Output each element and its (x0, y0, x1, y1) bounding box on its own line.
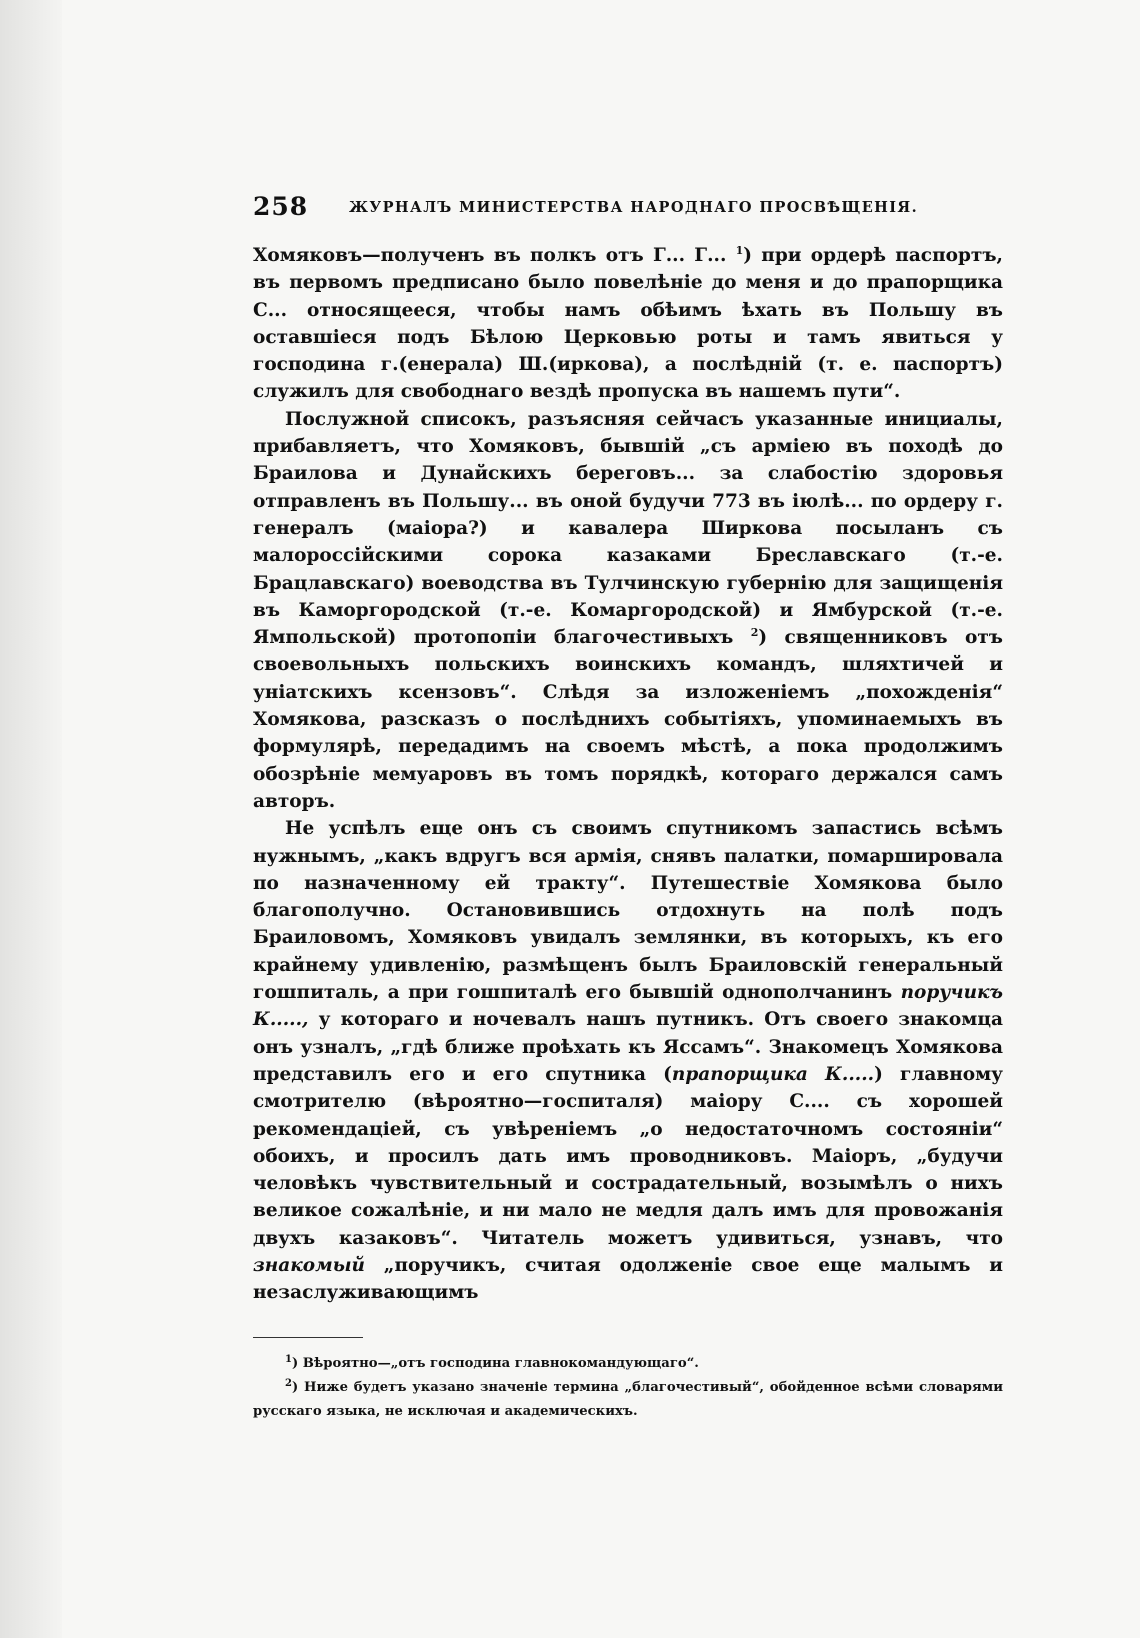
running-header (253, 192, 1003, 222)
italic-run: знакомый (253, 1254, 366, 1276)
footnote-text-2: ) Ниже будетъ указано значеніе термина „благочестивый“, обойденное всѣми словарями русскаго языка, не исключая и академическихъ. (253, 1379, 1003, 1419)
book-page (253, 192, 1003, 1424)
text-run: „поручикъ, считая одолженіе свое еще малымъ и незаслуживающимъ (253, 1254, 1003, 1304)
paragraph-3 (253, 815, 1003, 1306)
text-run: Послужной списокъ, разъясняя сейчасъ указанные инициалы, прибавляетъ, что Хомяковъ, бывшій „съ арміею въ походѣ до Браилова и Дунайскихъ береговъ... за слабостію здоровья отправленъ въ Польшу... въ оной будучи 773 въ іюлѣ... по ордеру г. генералъ (маіора?) и кавалера Ширкова посыланъ съ малороссійскими сорока казаками Бреславскаго (т.-е. Брацлавскаго) воеводства въ Тулчинскую губернію для защищенія въ Каморгородской (т.-е. Комаргородской) и Ямбурской (т.-е. Ямпольской) протопопіи благочестивыхъ (253, 408, 1003, 649)
footnote-ref-1: 1 (735, 244, 744, 257)
text-run: у котораго и ночевалъ нашъ путникъ. Отъ своего знакомца онъ узналъ, „гдѣ ближе проѣхать къ Яссамъ“. Знакомецъ Хомякова представилъ его и его спутника ( (253, 1009, 1003, 1085)
journal-title: ЖУРНАЛЪ МИНИСТЕРСТВА НАРОДНАГО ПРОСВѢЩЕНІЯ. (349, 199, 919, 216)
footnote-marker-2: 2 (285, 1377, 292, 1389)
footnote-2 (253, 1376, 1003, 1424)
footnote-text-1: ) Вѣроятно—„отъ господина главнокомандующаго“. (291, 1355, 699, 1371)
text-run: ) главному смотрителю (вѣроятно—госпиталя) маіору С.... съ хорошей рекомендаціей, съ увѣреніемъ „о недостаточномъ состояніи“ обоихъ, и просилъ дать имъ проводниковъ. Маіоръ, „будучи человѣкъ чувствительный и сострадательный, возымѣлъ о нихъ великое сожалѣніе, и ни мало не медля далъ имъ для провожанія двухъ казаковъ“. Читатель можетъ удивиться, узнавъ, что (253, 1063, 1003, 1249)
footnote-ref-2: 2 (750, 626, 759, 640)
scan-margin-shadow (0, 0, 62, 1638)
paragraph-2 (253, 406, 1003, 815)
text-run: ) при ордерѣ паспортъ, въ первомъ предписано было повелѣніе до меня и до прапорщика С... относящееся, чтобы намъ обѣимъ ѣхать въ Польшу въ оставшіеся подъ Бѣлою Церковью роты и тамъ явиться у господина г.(енерала) Ш.(иркова), а послѣдній (т. е. паспортъ) служилъ для свободнаго вездѣ пропуска въ нашемъ пути“. (253, 245, 1003, 403)
footnotes (253, 1352, 1003, 1424)
page-number: 258 (253, 192, 309, 221)
footnote-divider (253, 1337, 363, 1338)
text-run: Не успѣлъ еще онъ съ своимъ спутникомъ запастись всѣмъ нужнымъ, „какъ вдругъ вся армія, снявъ палатки, помаршировала по назначенному ей тракту“. Путешествіе Хомякова было благополучно. Остановившись отдохнуть на полѣ подъ Браиловомъ, Хомяковъ увидалъ землянки, въ которыхъ, къ его крайнему удивленію, размѣщенъ былъ Браиловскій генеральный гошпиталь, а при гошпиталѣ его бывшій однополчанинъ (253, 818, 1003, 1004)
main-text (253, 242, 1003, 1307)
footnote-marker-1: 1 (285, 1353, 292, 1365)
italic-run: поручикъ К....., (253, 982, 1003, 1031)
italic-run: прапорщика К..... (671, 1063, 875, 1085)
footnote-1 (253, 1352, 1003, 1376)
paragraph-1 (253, 242, 1003, 406)
text-run: Хомяковъ—полученъ въ полкъ отъ Г... Г... (253, 245, 727, 266)
text-run: ) священниковъ отъ своевольныхъ польскихъ воинскихъ командъ, шляхтичей и уніатскихъ ксензовъ“. Слѣдя за изложеніемъ „похожденія“ Хомякова, разсказъ о послѣднихъ событіяхъ, упоминаемыхъ въ формулярѣ, передадимъ на своемъ мѣстѣ, а пока продолжимъ обозрѣніе мемуаровъ въ томъ порядкѣ, котораго держался самъ авторъ. (253, 627, 1003, 812)
